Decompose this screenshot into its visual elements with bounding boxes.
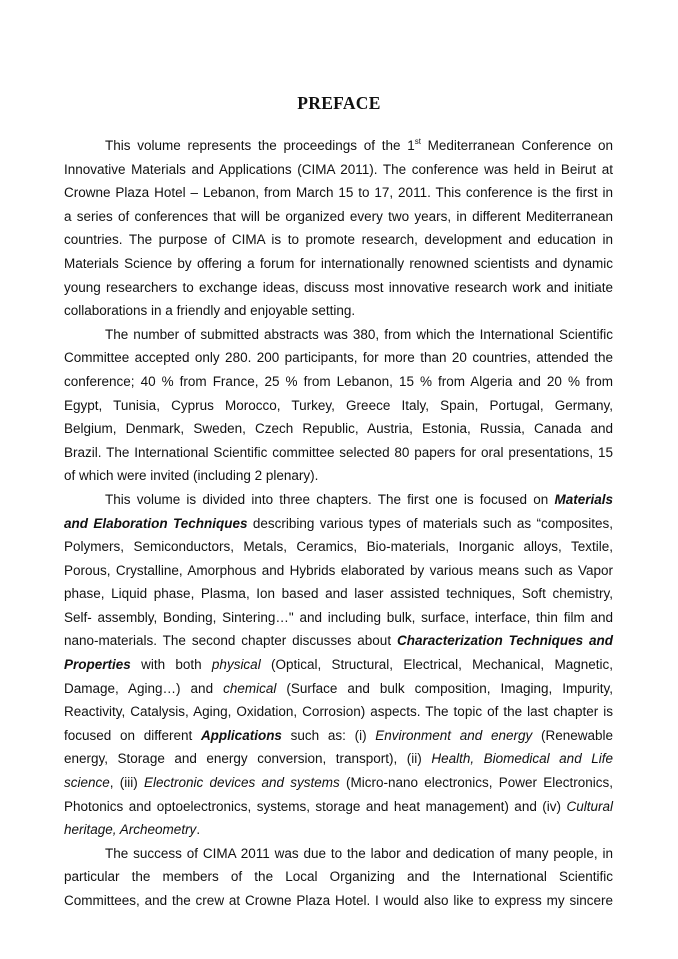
page-title: PREFACE (297, 92, 381, 113)
text-line (64, 747, 613, 771)
text-line (64, 818, 613, 842)
text-line (64, 323, 613, 347)
italic-text: Cultural (566, 798, 613, 814)
text-line (64, 441, 613, 465)
text-line (64, 488, 613, 512)
paragraph (64, 134, 613, 323)
text-line (64, 653, 613, 677)
text: describing various types of materials such as “composites, (247, 515, 613, 531)
text: . (196, 822, 201, 838)
text: Committees, and the crew at Crowne Plaza Hotel. I would also like to express my sincere (64, 893, 613, 908)
text: (Micro-nano electronics, Power Electronics, (339, 775, 614, 791)
text: (Surface and bulk composition, Imaging, Impurity, (276, 680, 613, 696)
text: Innovative Materials and Applications (CIMA 2011). The conference was held in Beirut at (64, 161, 613, 177)
italic-text: Electronic devices and systems (143, 775, 340, 791)
text-line (64, 795, 613, 819)
text: Materials Science by offering a forum for internationally renowned scientists and dynamic (64, 255, 613, 271)
bold-italic-text: and Elaboration Techniques (64, 515, 248, 531)
text-line (64, 464, 613, 488)
text-line (64, 181, 613, 205)
text: (Optical, Structural, Electrical, Mechanical, Magnetic, (260, 657, 613, 673)
text: Committee accepted only 280. 200 participants, for more than 20 countries, attended the (64, 350, 613, 366)
text-line (64, 842, 613, 866)
text-line (64, 606, 613, 630)
text: energy, Storage and energy conversion, transport), (ii) (64, 751, 432, 767)
text: of which were invited (including 2 plenary). (64, 468, 319, 484)
text: The number of submitted abstracts was 380, from which the International Scientific (105, 326, 613, 342)
text: The success of CIMA 2011 was due to the labor and dedication of many people, in (105, 845, 613, 861)
text: Egypt, Tunisia, Cyprus Morocco, Turkey, Greece Italy, Spain, Portugal, Germany, (64, 397, 613, 413)
text: nano-materials. The second chapter discusses about (64, 633, 397, 649)
italic-text: physical (211, 657, 261, 673)
italic-text: Environment and energy (375, 727, 533, 743)
text: young researchers to exchange ideas, discuss most innovative research work and initiate (64, 279, 613, 295)
text: This volume represents the proceedings of the 1 (105, 138, 415, 153)
text-line (64, 865, 613, 889)
text-line (64, 771, 613, 795)
text-line (64, 276, 613, 300)
italic-text: heritage, Archeometry (64, 822, 197, 838)
text: Damage, Aging…) and (64, 680, 224, 696)
text: with both (130, 657, 212, 673)
text: such as: (i) (281, 727, 376, 743)
paragraph (64, 842, 613, 913)
text: (Renewable (532, 727, 613, 743)
text: particular the members of the Local Organizing and the International Scientific (64, 869, 613, 885)
text-line (64, 346, 613, 370)
text: Reactivity, Catalysis, Aging, Oxidation, Corrosion) aspects. The topic of the last chapter is (64, 704, 613, 720)
text-line (64, 252, 613, 276)
text: Belgium, Denmark, Sweden, Czech Republic, Austria, Estonia, Russia, Canada and (64, 421, 613, 437)
paragraph (64, 323, 613, 488)
italic-text: Health, Biomedical and Life (431, 751, 613, 767)
text: Mediterranean Conference on (420, 138, 613, 153)
text-line (64, 394, 613, 418)
bold-italic-text: Materials (554, 491, 613, 507)
text-line (64, 417, 613, 441)
text: Photonics and optoelectronics, systems, storage and heat management) and (iv) (64, 798, 567, 814)
text: , (iii) (109, 775, 144, 791)
text-line (64, 677, 613, 701)
text-line (64, 299, 613, 323)
paragraph (64, 488, 613, 842)
text: phase, Liquid phase, Plasma, Ion based and laser assisted techniques, Soft chemistry, (64, 586, 613, 602)
text: Self- assembly, Bonding, Sintering…" and including bulk, surface, interface, thin film and (64, 609, 613, 625)
text: This volume is divided into three chapters. The first one is focused on (105, 491, 555, 507)
text: conference; 40 % from France, 25 % from Lebanon, 15 % from Algeria and 20 % from (64, 373, 613, 389)
text-line (64, 889, 613, 913)
text-line (64, 370, 613, 394)
text: Porous, Crystalline, Amorphous and Hybrids elaborated by various means such as Vapor (64, 562, 613, 578)
text-line (64, 512, 613, 536)
bold-italic-text: Applications (200, 727, 282, 743)
text-line (64, 205, 613, 229)
text-line (64, 228, 613, 252)
italic-text: science (64, 775, 110, 791)
text: Crowne Plaza Hotel – Lebanon, from March 15 to 17, 2011. This conference is the first in (64, 185, 613, 201)
bold-italic-text: Properties (64, 657, 131, 673)
bold-italic-text: Characterization Techniques and (396, 633, 614, 649)
text: countries. The purpose of CIMA is to promote research, development and education in (64, 232, 613, 248)
text: Brazil. The International Scientific committee selected 80 papers for oral presentations, 15 (64, 444, 613, 460)
text-line (64, 535, 613, 559)
text: Polymers, Semiconductors, Metals, Ceramics, Bio-materials, Inorganic alloys, Textile, (64, 539, 613, 555)
text-line (64, 134, 613, 158)
text-line (64, 559, 613, 583)
italic-text: chemical (223, 680, 277, 696)
superscript: st (414, 137, 421, 146)
text-line (64, 700, 613, 724)
text: collaborations in a friendly and enjoyable setting. (64, 303, 356, 319)
preface-body (64, 134, 613, 913)
text-line (64, 724, 613, 748)
text-line (64, 582, 613, 606)
text-line (64, 629, 613, 653)
text-line (64, 158, 613, 182)
text: focused on different (64, 727, 201, 743)
text: a series of conferences that will be organized every two years, in different Mediterranean (64, 208, 613, 224)
